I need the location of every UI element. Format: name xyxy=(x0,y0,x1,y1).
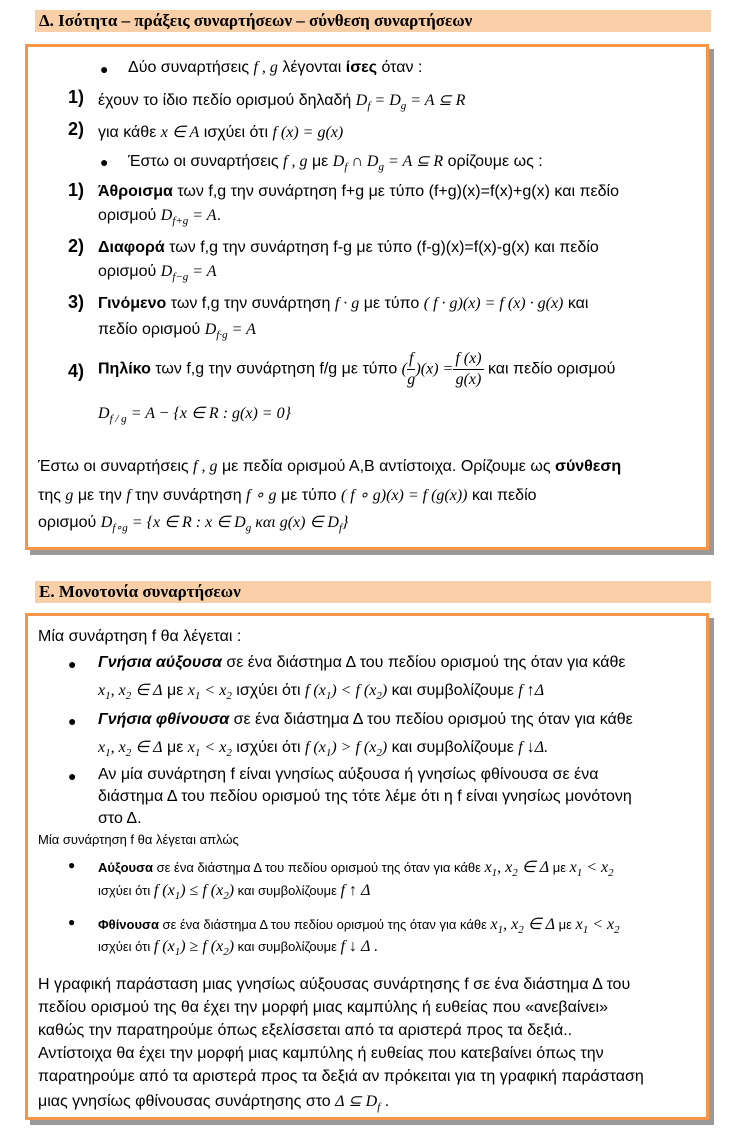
sub: f / g xyxy=(109,413,127,426)
math: ) ≤ f (x xyxy=(180,882,224,899)
math: f ↑ Δ xyxy=(340,882,371,899)
math: , x xyxy=(110,682,126,699)
section-d-title: Δ. Ισότητα – πράξεις συναρτήσεων – σύνθεση συναρτήσεων xyxy=(35,10,711,32)
bold-term: Άθροισμα xyxy=(98,183,173,200)
text: των f,g την συνάρτηση f/g με τύπο xyxy=(150,360,402,378)
bullet-icon: ● xyxy=(68,713,77,729)
math: f , g xyxy=(253,59,278,76)
math: x xyxy=(98,682,106,699)
math: D xyxy=(160,207,173,224)
sub: f+g xyxy=(172,215,189,228)
math: x xyxy=(187,739,195,756)
graph-paragraph-line-1: Η γραφική παράσταση μιας γνησίως αύξουσας συνάρτησης f σε ένα διάστημα Δ του xyxy=(38,976,631,993)
section-d-box xyxy=(25,44,709,550)
text: έχουν το ίδιο πεδίο ορισμού δηλαδή xyxy=(98,92,356,109)
text: και συμβολίζουμε xyxy=(387,739,519,756)
composition-line-1 xyxy=(38,458,621,476)
sub: 1 xyxy=(582,924,589,937)
sub: 1 xyxy=(105,747,111,760)
math: ( f · g)(x) = f (x) · g(x) xyxy=(423,295,564,312)
sub: 2 xyxy=(125,747,132,760)
math: , x xyxy=(110,739,126,756)
math: ) ≥ f (x xyxy=(180,938,224,955)
math: D xyxy=(204,321,217,338)
denominator: g xyxy=(407,371,416,388)
math: Δ ⊆ D xyxy=(335,1093,378,1110)
math: ∩ D xyxy=(347,153,379,170)
item-number: 2) xyxy=(68,236,85,256)
math: < x xyxy=(588,916,615,933)
sub: 2 xyxy=(226,690,232,703)
sub: 2 xyxy=(614,924,620,937)
bold-term: Γνήσια φθίνουσα xyxy=(98,711,230,728)
text: ισχύει ότι xyxy=(98,939,154,954)
math: = A ⊆ R xyxy=(383,153,444,170)
text: με τύπο xyxy=(276,487,341,504)
text: ισχύει ότι xyxy=(231,739,305,756)
math: ) xyxy=(228,938,235,955)
bold-term: Πηλίκο xyxy=(98,360,151,378)
bold-term: Γινόμενο xyxy=(98,295,167,312)
sub: 2 xyxy=(376,690,382,703)
difference-domain-line xyxy=(98,263,217,283)
bold-term: Διαφορά xyxy=(98,239,165,256)
text: σε ένα διάστημα Δ του πεδίου ορισμού της όταν για κάθε xyxy=(158,917,491,932)
for-all-line xyxy=(98,122,343,142)
text: σε ένα διάστημα Δ του πεδίου ορισμού της όταν για κάθε xyxy=(229,711,633,728)
sub: 2 xyxy=(226,747,232,760)
same-domain-line xyxy=(98,90,465,112)
text: με πεδία ορισμού Α,Β αντίστοιχα. Ορίζουμε ως xyxy=(217,458,555,475)
sub: f xyxy=(377,1101,381,1114)
sub: 1 xyxy=(497,924,504,937)
math: D xyxy=(332,153,345,170)
sub: f xyxy=(367,100,371,113)
math: ) > f (x xyxy=(331,739,377,756)
sub: 1 xyxy=(194,690,201,703)
sub: 2 xyxy=(223,946,229,959)
sub: 1 xyxy=(105,690,111,703)
math: = A ⊆ R xyxy=(406,92,466,109)
text: . xyxy=(216,207,222,224)
text: με xyxy=(549,860,570,875)
equal-functions-line xyxy=(128,59,422,77)
operations-intro-line xyxy=(128,151,543,173)
math: f ∘ g xyxy=(246,487,277,504)
text: και συμβολίζουμε xyxy=(387,682,519,699)
sub: f xyxy=(338,522,343,535)
text: και συμβολίζουμε xyxy=(234,883,341,898)
text: και συμβολίζουμε xyxy=(234,939,341,954)
section-e-title: Ε. Μονοτονία συναρτήσεων xyxy=(35,581,711,603)
text: με xyxy=(307,153,333,170)
quotient-line xyxy=(98,349,615,390)
increasing-line xyxy=(98,857,614,879)
bold-term: Αύξουσα xyxy=(98,860,153,875)
graph-paragraph-line-2: πεδίου ορισμού της θα έχει την μορφή μιας καμπύλης ή ευθείας που «ανεβαίνει» xyxy=(38,999,608,1016)
math: , x xyxy=(503,916,519,933)
bullet-icon: ● xyxy=(68,915,76,929)
text: με τύπο xyxy=(359,295,424,312)
bullet-icon: ● xyxy=(100,154,109,170)
increasing-condition xyxy=(98,882,370,902)
graph-paragraph-line-6 xyxy=(38,1091,389,1113)
math: x xyxy=(569,859,577,876)
math: f xyxy=(126,487,131,504)
item-number: 1) xyxy=(68,180,85,200)
graph-paragraph-line-5: παρατηρούμε από τα αριστερά προς τα δεξιά αν πρόκειται για τη γραφική παράσταση xyxy=(38,1068,644,1085)
math: D xyxy=(355,92,368,109)
sub: f·g xyxy=(216,329,228,342)
math: x xyxy=(187,682,195,699)
text: ισχύει ότι xyxy=(98,883,154,898)
math: x ∈ A xyxy=(160,124,200,141)
math: f ↑Δ xyxy=(518,682,545,699)
sub: 1 xyxy=(174,946,181,959)
text: με xyxy=(162,739,188,756)
math: = A xyxy=(188,207,217,224)
text: σε ένα διάστημα Δ του πεδίου ορισμού της όταν για κάθε xyxy=(221,654,626,671)
denominator: g(x) xyxy=(455,371,482,388)
math: f , g xyxy=(283,153,308,170)
text: ισχύει ότι xyxy=(231,682,305,699)
text: με xyxy=(555,917,576,932)
strictly-increasing-condition xyxy=(98,680,544,702)
decreasing-condition xyxy=(98,938,378,958)
text: Δύο συναρτήσεις xyxy=(128,59,254,76)
sub: g xyxy=(245,522,252,535)
quotient-domain-line xyxy=(98,403,291,425)
graph-paragraph-line-4: Αντίστοιχα θα έχει την μορφή μιας καμπύλης ή ευθείας που κατεβαίνει όπως την xyxy=(38,1045,604,1062)
math: = A xyxy=(227,321,256,338)
graph-paragraph-line-3: καθώς την παρατηρούμε όπως εξελίσσεται από τα αριστερά προς τα δεξιά.. xyxy=(38,1022,573,1039)
math: f (x xyxy=(304,739,326,756)
text: . xyxy=(380,1093,390,1110)
math: f (x) = g(x) xyxy=(272,124,344,141)
bold-term: Φθίνουσα xyxy=(98,917,159,932)
strictly-decreasing-condition xyxy=(98,737,548,759)
item-number: 1) xyxy=(68,87,85,107)
math: x xyxy=(575,916,583,933)
monotone-line-2: διάστημα Δ του πεδίου ορισμού της τότε λέμε ότι η f είναι γνησίως μονότονη xyxy=(98,788,632,805)
sub: g xyxy=(378,161,384,174)
numerator: f xyxy=(407,349,415,370)
math: = A − {x ∈ R : g(x) = 0} xyxy=(126,405,291,422)
math: ( f ∘ g)(x) = f (g(x)) xyxy=(340,487,468,504)
decreasing-line xyxy=(98,914,620,936)
sub: f xyxy=(344,161,348,174)
text: πεδίο ορισμού xyxy=(98,321,205,338)
math: D xyxy=(98,405,110,422)
text: Έστω οι συναρτήσεις xyxy=(128,153,284,170)
math: = A xyxy=(188,263,217,280)
sub: 1 xyxy=(325,747,332,760)
math: f (x xyxy=(153,938,175,955)
text: με xyxy=(162,682,188,699)
sub: 1 xyxy=(194,747,201,760)
bold-term: σύνθεση xyxy=(555,458,622,475)
text: και xyxy=(563,295,589,312)
sum-line xyxy=(98,183,619,201)
math: < x xyxy=(582,859,609,876)
sub: f−g xyxy=(172,271,189,284)
math: f ↓ Δ . xyxy=(340,938,379,955)
math: D xyxy=(160,263,173,280)
math: ∈ Δ xyxy=(523,916,556,933)
sum-domain-line xyxy=(98,207,221,227)
math: ) xyxy=(381,682,388,699)
section-e-box xyxy=(25,613,709,1120)
sub: 2 xyxy=(223,890,229,903)
text: και πεδίο xyxy=(467,487,537,504)
sub: 2 xyxy=(608,867,614,880)
math: , x xyxy=(497,859,513,876)
item-number: 2) xyxy=(68,119,85,139)
math: = D xyxy=(370,92,401,109)
monotone-line-3: στο Δ. xyxy=(98,810,142,827)
sub: 2 xyxy=(125,690,132,703)
monotone-line-1: Αν μία συνάρτηση f είναι γνησίως αύξουσα ή γνησίως φθίνουσα σε ένα xyxy=(98,766,599,783)
fraction xyxy=(453,349,483,390)
math: ∈ Δ xyxy=(517,859,550,876)
composition-line-3 xyxy=(38,512,348,534)
text: μιας γνησίως φθίνουσας συνάρτησης στο xyxy=(38,1093,336,1110)
sub: f∘g xyxy=(112,522,128,535)
numerator: f (x) xyxy=(453,349,483,370)
sub: 1 xyxy=(174,890,181,903)
text: Έστω οι συναρτήσεις xyxy=(38,458,194,475)
item-number: 4) xyxy=(68,361,85,381)
text: την συνάρτηση xyxy=(130,487,247,504)
bullet-icon: ● xyxy=(100,61,109,77)
math: f · g xyxy=(334,295,360,312)
difference-line xyxy=(98,239,599,257)
sub: g xyxy=(400,100,407,113)
strictly-decreasing-line xyxy=(98,711,633,729)
math: ( xyxy=(401,360,407,378)
text: ορισμού xyxy=(38,514,101,531)
sub: 2 xyxy=(512,867,518,880)
math: ∈ Δ xyxy=(131,739,163,756)
math: = {x ∈ R : x ∈ D xyxy=(127,514,246,531)
product-line xyxy=(98,295,588,313)
item-number: 3) xyxy=(68,292,85,312)
math: D xyxy=(100,514,113,531)
sub: 1 xyxy=(491,867,498,880)
bullet-icon: ● xyxy=(68,656,77,672)
text: σε ένα διάστημα Δ του πεδίου ορισμού της όταν για κάθε xyxy=(152,860,485,875)
text: ορισμού xyxy=(98,263,161,280)
math: ∈ Δ xyxy=(131,682,163,699)
text: της xyxy=(38,487,66,504)
text: ισχύει ότι xyxy=(199,124,273,141)
math: ) xyxy=(228,882,235,899)
math: f (x xyxy=(304,682,326,699)
text: των f,g την συνάρτηση f+g με τύπο (f+g)(x)=f(x)+g(x) και πεδίο xyxy=(172,183,619,200)
math: < x xyxy=(200,739,227,756)
math: f (x xyxy=(153,882,175,899)
bullet-icon: ● xyxy=(68,858,76,872)
math: )(x) = xyxy=(415,360,454,378)
math: ) xyxy=(381,739,388,756)
text: λέγονται xyxy=(277,59,346,76)
text: όταν : xyxy=(377,59,423,76)
sub: 1 xyxy=(325,690,332,703)
monotonic-intro: Μία συνάρτηση f θα λέγεται : xyxy=(38,628,242,645)
math: και g(x) ∈ D xyxy=(251,514,339,531)
sub: 1 xyxy=(576,867,583,880)
simple-intro: Μία συνάρτηση f θα λέγεται απλώς xyxy=(38,832,239,847)
text: ορίζουμε ως : xyxy=(443,153,543,170)
text: για κάθε xyxy=(98,124,161,141)
sub: 2 xyxy=(518,924,524,937)
strictly-increasing-line xyxy=(98,654,626,672)
text: των f,g την συνάρτηση xyxy=(166,295,335,312)
sub: 2 xyxy=(376,747,382,760)
text: των f,g την συνάρτηση f-g με τύπο (f-g)(x)=f(x)-g(x) και πεδίο xyxy=(164,239,599,256)
math: x xyxy=(490,916,498,933)
math: f ↓Δ. xyxy=(518,739,549,756)
math: ) < f (x xyxy=(331,682,377,699)
text: και πεδίο ορισμού xyxy=(483,360,616,378)
math: f , g xyxy=(193,458,218,475)
composition-line-2 xyxy=(38,485,537,505)
bullet-icon: ● xyxy=(68,768,77,784)
product-domain-line xyxy=(98,321,256,341)
bold-term: Γνήσια αύξουσα xyxy=(98,654,222,671)
math: < x xyxy=(200,682,227,699)
math: x xyxy=(484,859,492,876)
bold-term: ίσες xyxy=(345,59,378,76)
text: ορισμού xyxy=(98,207,161,224)
text: με την xyxy=(73,487,127,504)
math: g xyxy=(65,487,74,504)
math: x xyxy=(98,739,106,756)
math: } xyxy=(342,514,349,531)
